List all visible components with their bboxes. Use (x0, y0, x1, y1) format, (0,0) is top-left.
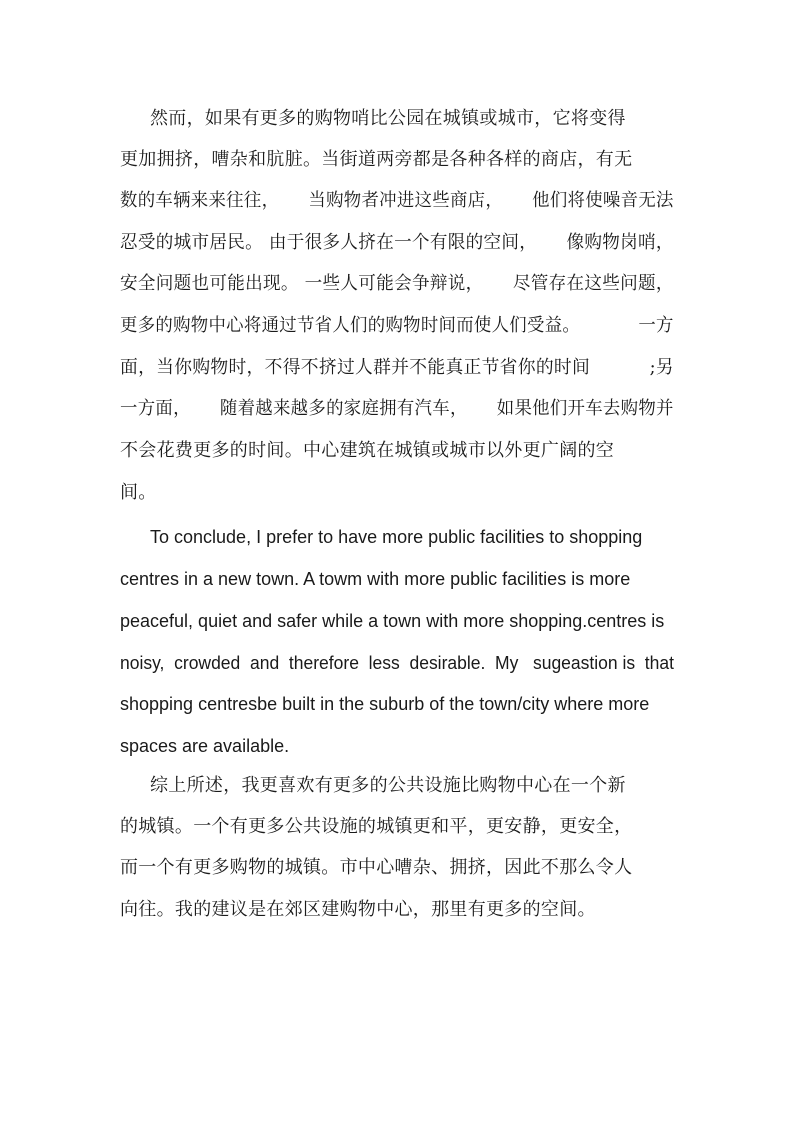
text-line: 数的车辆来来往往， 当购物者冲进这些商店， 他们将使噪音无法 (120, 190, 674, 211)
text-line: 面，当你购物时，不得不挤过人群并不能真正节省你的时间 ;另 (120, 357, 674, 378)
text-line: centres in a new town. A towm with more public facilities is more (120, 569, 631, 589)
text-line: 更多的购物中心将通过节省人们的购物时间而使人们受益。 一方 (120, 315, 674, 336)
text-line: 不会花费更多的时间。中心建筑在城镇或城市以外更广阔的空 (120, 440, 615, 461)
text-line: 间。 (120, 482, 157, 503)
text-line: 忍受的城市居民。 由于很多人挤在一个有限的空间， 像购物岗哨， (120, 232, 674, 253)
text-line: 综上所述，我更喜欢有更多的公共设施比购物中心在一个新 (150, 775, 626, 796)
text-line: 一方面， 随着越来越多的家庭拥有汽车， 如果他们开车去购物并 (120, 398, 674, 419)
text-line: 而一个有更多购物的城镇。市中心嘈杂、拥挤，因此不那么令人 (120, 857, 633, 878)
text-line: To conclude, I prefer to have more public facilities to shopping (150, 527, 643, 547)
text-line: 向往。我的建议是在郊区建购物中心，那里有更多的空间。 (120, 899, 596, 920)
text-line: 的城镇。一个有更多公共设施的城镇更和平，更安静，更安全， (120, 816, 633, 837)
text-line: 然而，如果有更多的购物哨比公园在城镇或城市，它将变得 (150, 108, 626, 129)
text-line: noisy, crowded and therefore less desirable. My sugeastion is that (120, 653, 674, 673)
text-line: spaces are available. (120, 736, 290, 756)
text-line: 安全问题也可能出现。 一些人可能会争辩说， 尽管存在这些问题， (120, 273, 674, 294)
text-line: 更加拥挤，嘈杂和肮脏。当街道两旁都是各种各样的商店，有无 (120, 149, 633, 170)
text-line: shopping centresbe built in the suburb of the town/city where more (120, 694, 650, 714)
text-line: peaceful, quiet and safer while a town with more shopping.centres is (120, 611, 665, 631)
